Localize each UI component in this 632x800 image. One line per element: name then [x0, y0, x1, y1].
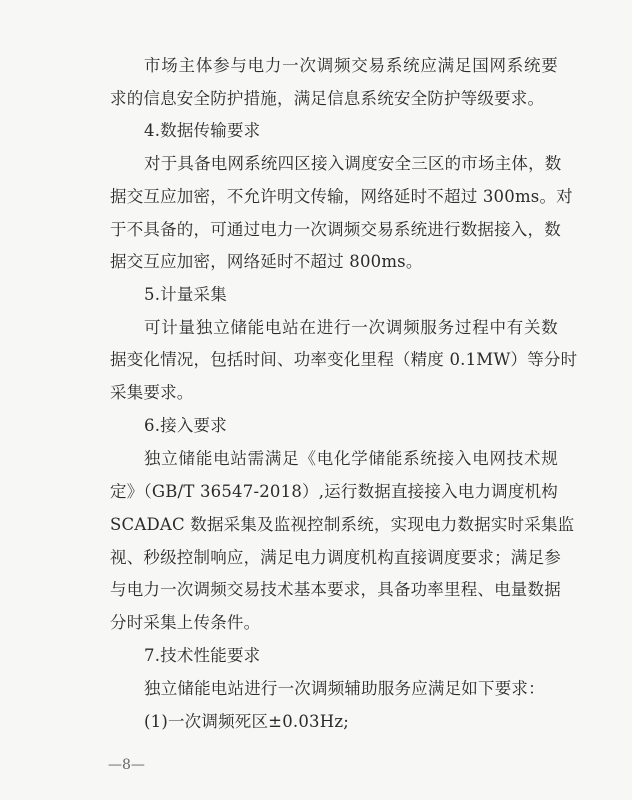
- paragraph-line: SCADAC 数据采集及监视控制系统，实现电力数据实时采集监: [110, 515, 575, 534]
- paragraph-line: 据变化情况，包括时间、功率变化里程（精度 0.1MW）等分时: [110, 350, 578, 369]
- paragraph-line: 可计量独立储能电站在进行一次调频服务过程中有关数: [144, 318, 558, 337]
- paragraph-line: 据交互应加密，不允许明文传输，网络延时不超过 300ms。对: [110, 187, 573, 206]
- paragraph-line: 独立储能电站需满足《电化学储能系统接入电网技术规: [144, 449, 558, 468]
- page-number: —8—: [108, 757, 145, 773]
- paragraph-line: 分时采集上传条件。: [110, 613, 261, 632]
- section-heading-5: 5.计量采集: [144, 285, 227, 304]
- section-heading-7: 7.技术性能要求: [144, 646, 261, 665]
- paragraph-line: 与电力一次调频交易技术基本要求，具备功率里程、电量数据: [110, 580, 561, 599]
- paragraph-line: 于不具备的，可通过电力一次调频交易系统进行数据接入，数: [110, 220, 561, 239]
- paragraph-line: 据交互应加密，网络延时不超过 800ms。: [110, 252, 423, 271]
- paragraph-line: 对于具备电网系统四区接入调度安全三区的市场主体，数: [144, 154, 562, 173]
- section-heading-6: 6.接入要求: [144, 416, 227, 435]
- paragraph-line: 采集要求。: [110, 383, 194, 402]
- paragraph-line: 市场主体参与电力一次调频交易系统应满足国网系统要: [144, 56, 558, 75]
- section-heading-4: 4.数据传输要求: [144, 121, 261, 140]
- paragraph-line: 定》（GB/T 36547-2018）,运行数据直接接入电力调度机构: [110, 482, 558, 501]
- paragraph-line: 独立储能电站进行一次调频辅助服务应满足如下要求：: [144, 679, 545, 698]
- list-item-1: (1)一次调频死区±0.03Hz;: [144, 712, 349, 731]
- paragraph-line: 求的信息安全防护措施，满足信息系统安全防护等级要求。: [110, 89, 545, 108]
- paragraph-line: 视、秒级控制响应，满足电力调度机构直接调度要求；满足参: [110, 548, 561, 567]
